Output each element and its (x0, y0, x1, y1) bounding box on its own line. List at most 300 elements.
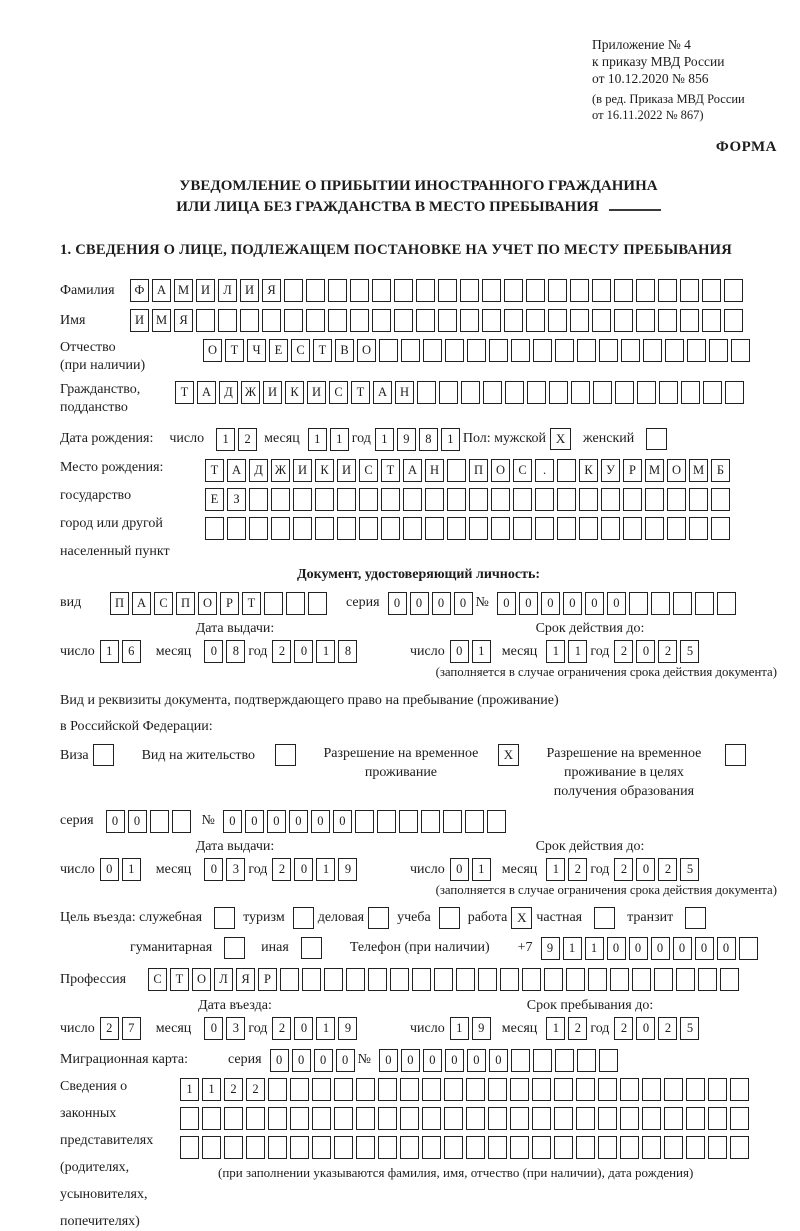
form-cell[interactable] (601, 488, 620, 511)
form-cell[interactable]: 0 (204, 640, 223, 663)
form-cell[interactable] (623, 517, 642, 540)
form-cell[interactable]: Т (242, 592, 261, 615)
form-cell[interactable]: 1 (330, 428, 349, 451)
form-cell[interactable] (346, 968, 365, 991)
form-cell[interactable] (469, 488, 488, 511)
form-cell[interactable] (315, 488, 334, 511)
form-cell[interactable] (302, 968, 321, 991)
form-cell[interactable] (717, 592, 736, 615)
form-cell[interactable] (731, 339, 750, 362)
purpose-work-checkbox[interactable]: X (511, 907, 532, 929)
form-cell[interactable] (504, 279, 523, 302)
form-cell[interactable]: И (196, 279, 215, 302)
form-cell[interactable] (511, 339, 530, 362)
form-cell[interactable]: Ж (241, 381, 260, 404)
form-cell[interactable]: С (154, 592, 173, 615)
form-cell[interactable]: Л (218, 279, 237, 302)
visa-checkbox[interactable] (93, 744, 114, 766)
form-cell[interactable]: Я (236, 968, 255, 991)
form-cell[interactable] (554, 1078, 573, 1101)
form-cell[interactable] (549, 381, 568, 404)
form-cell[interactable]: Е (205, 488, 224, 511)
form-cell[interactable] (686, 1107, 705, 1130)
form-cell[interactable]: 1 (180, 1078, 199, 1101)
form-cell[interactable] (306, 309, 325, 332)
form-cell[interactable] (623, 488, 642, 511)
form-cell[interactable] (636, 309, 655, 332)
form-cell[interactable] (381, 517, 400, 540)
form-cell[interactable] (438, 279, 457, 302)
form-cell[interactable] (390, 968, 409, 991)
form-cell[interactable]: 0 (717, 937, 736, 960)
form-cell[interactable]: 0 (636, 1017, 655, 1040)
form-cell[interactable] (487, 810, 506, 833)
form-cell[interactable] (535, 517, 554, 540)
form-cell[interactable] (555, 1049, 574, 1072)
form-cell[interactable] (522, 968, 541, 991)
form-cell[interactable] (422, 1136, 441, 1159)
form-cell[interactable] (533, 339, 552, 362)
form-cell[interactable]: О (491, 459, 510, 482)
form-cell[interactable] (488, 1136, 507, 1159)
form-cell[interactable] (686, 1078, 705, 1101)
form-cell[interactable]: 0 (204, 858, 223, 881)
form-cell[interactable]: 7 (122, 1017, 141, 1040)
form-cell[interactable]: 5 (680, 1017, 699, 1040)
form-cell[interactable] (447, 488, 466, 511)
form-cell[interactable] (620, 1107, 639, 1130)
form-cell[interactable] (460, 309, 479, 332)
form-cell[interactable] (488, 1107, 507, 1130)
form-cell[interactable]: О (192, 968, 211, 991)
form-cell[interactable]: 0 (336, 1049, 355, 1072)
form-cell[interactable] (372, 309, 391, 332)
form-cell[interactable]: Ж (271, 459, 290, 482)
purpose-business-checkbox[interactable] (368, 907, 389, 929)
form-cell[interactable] (439, 381, 458, 404)
form-cell[interactable] (290, 1136, 309, 1159)
form-cell[interactable] (240, 309, 259, 332)
form-cell[interactable] (720, 968, 739, 991)
form-cell[interactable] (500, 968, 519, 991)
form-cell[interactable]: А (373, 381, 392, 404)
form-cell[interactable]: 0 (450, 640, 469, 663)
form-cell[interactable] (593, 381, 612, 404)
form-cell[interactable] (401, 339, 420, 362)
form-cell[interactable] (557, 459, 576, 482)
form-cell[interactable]: 1 (375, 428, 394, 451)
form-cell[interactable] (588, 968, 607, 991)
form-cell[interactable] (443, 810, 462, 833)
form-cell[interactable]: 0 (401, 1049, 420, 1072)
form-cell[interactable] (695, 592, 714, 615)
form-cell[interactable] (425, 488, 444, 511)
form-cell[interactable]: 2 (614, 858, 633, 881)
form-cell[interactable] (664, 1136, 683, 1159)
form-cell[interactable] (227, 517, 246, 540)
form-cell[interactable] (526, 279, 545, 302)
form-cell[interactable] (643, 339, 662, 362)
form-cell[interactable] (570, 279, 589, 302)
purpose-tourism-checkbox[interactable] (293, 907, 314, 929)
sex-female-checkbox[interactable] (646, 428, 667, 450)
form-cell[interactable] (461, 381, 480, 404)
form-cell[interactable] (532, 1078, 551, 1101)
form-cell[interactable] (249, 488, 268, 511)
form-cell[interactable] (466, 1136, 485, 1159)
form-cell[interactable] (465, 810, 484, 833)
form-cell[interactable]: 0 (636, 640, 655, 663)
form-cell[interactable] (488, 1078, 507, 1101)
form-cell[interactable]: 0 (270, 1049, 289, 1072)
form-cell[interactable] (664, 1107, 683, 1130)
form-cell[interactable] (268, 1107, 287, 1130)
form-cell[interactable] (599, 339, 618, 362)
form-cell[interactable]: 0 (454, 592, 473, 615)
form-cell[interactable] (422, 1078, 441, 1101)
form-cell[interactable]: Т (175, 381, 194, 404)
form-cell[interactable]: Р (623, 459, 642, 482)
form-cell[interactable]: 1 (450, 1017, 469, 1040)
form-cell[interactable] (350, 309, 369, 332)
form-cell[interactable]: Т (313, 339, 332, 362)
form-cell[interactable]: 0 (128, 810, 147, 833)
form-cell[interactable]: 2 (614, 1017, 633, 1040)
form-cell[interactable]: 2 (100, 1017, 119, 1040)
form-cell[interactable] (423, 339, 442, 362)
form-cell[interactable] (466, 1107, 485, 1130)
form-cell[interactable]: П (469, 459, 488, 482)
form-cell[interactable]: Ч (247, 339, 266, 362)
form-cell[interactable]: К (579, 459, 598, 482)
purpose-study-checkbox[interactable] (439, 907, 460, 929)
form-cell[interactable] (645, 488, 664, 511)
form-cell[interactable] (730, 1078, 749, 1101)
form-cell[interactable] (445, 339, 464, 362)
form-cell[interactable] (334, 1078, 353, 1101)
form-cell[interactable] (150, 810, 169, 833)
form-cell[interactable] (689, 517, 708, 540)
form-cell[interactable]: И (130, 309, 149, 332)
form-cell[interactable] (271, 517, 290, 540)
form-cell[interactable]: М (689, 459, 708, 482)
form-cell[interactable] (673, 592, 692, 615)
form-cell[interactable]: 0 (311, 810, 330, 833)
form-cell[interactable] (576, 1078, 595, 1101)
form-cell[interactable] (246, 1107, 265, 1130)
form-cell[interactable]: 0 (294, 858, 313, 881)
form-cell[interactable] (268, 1078, 287, 1101)
form-cell[interactable] (224, 1136, 243, 1159)
form-cell[interactable]: 1 (100, 640, 119, 663)
form-cell[interactable] (730, 1107, 749, 1130)
form-cell[interactable]: 0 (333, 810, 352, 833)
form-cell[interactable] (482, 309, 501, 332)
form-cell[interactable] (334, 1136, 353, 1159)
form-cell[interactable]: 0 (563, 592, 582, 615)
form-cell[interactable] (511, 1049, 530, 1072)
form-cell[interactable] (328, 279, 347, 302)
form-cell[interactable]: И (293, 459, 312, 482)
form-cell[interactable] (724, 279, 743, 302)
form-cell[interactable] (264, 592, 283, 615)
purpose-private-checkbox[interactable] (594, 907, 615, 929)
form-cell[interactable] (491, 517, 510, 540)
form-cell[interactable] (438, 309, 457, 332)
purpose-humanitarian-checkbox[interactable] (224, 937, 245, 959)
form-cell[interactable]: Д (219, 381, 238, 404)
form-cell[interactable] (312, 1136, 331, 1159)
form-cell[interactable] (355, 810, 374, 833)
form-cell[interactable]: 2 (568, 858, 587, 881)
form-cell[interactable] (249, 517, 268, 540)
form-cell[interactable] (532, 1107, 551, 1130)
form-cell[interactable]: 0 (651, 937, 670, 960)
form-cell[interactable]: 0 (294, 640, 313, 663)
form-cell[interactable]: У (601, 459, 620, 482)
form-cell[interactable]: И (307, 381, 326, 404)
form-cell[interactable] (676, 968, 695, 991)
form-cell[interactable] (689, 488, 708, 511)
form-cell[interactable] (642, 1136, 661, 1159)
form-cell[interactable] (615, 381, 634, 404)
form-cell[interactable] (614, 279, 633, 302)
form-cell[interactable] (467, 339, 486, 362)
form-cell[interactable] (466, 1078, 485, 1101)
form-cell[interactable]: 0 (629, 937, 648, 960)
form-cell[interactable] (548, 279, 567, 302)
form-cell[interactable] (665, 339, 684, 362)
form-cell[interactable]: 0 (100, 858, 119, 881)
form-cell[interactable] (632, 968, 651, 991)
form-cell[interactable] (312, 1078, 331, 1101)
form-cell[interactable] (460, 279, 479, 302)
form-cell[interactable]: С (513, 459, 532, 482)
form-cell[interactable] (730, 1136, 749, 1159)
form-cell[interactable]: 0 (489, 1049, 508, 1072)
form-cell[interactable]: 0 (245, 810, 264, 833)
form-cell[interactable] (614, 309, 633, 332)
form-cell[interactable]: 0 (379, 1049, 398, 1072)
form-cell[interactable] (642, 1078, 661, 1101)
form-cell[interactable]: 1 (316, 858, 335, 881)
form-cell[interactable] (284, 279, 303, 302)
form-cell[interactable]: А (197, 381, 216, 404)
form-cell[interactable] (293, 488, 312, 511)
form-cell[interactable] (667, 517, 686, 540)
form-cell[interactable]: 0 (607, 592, 626, 615)
form-cell[interactable]: 0 (636, 858, 655, 881)
form-cell[interactable] (576, 1136, 595, 1159)
form-cell[interactable]: 1 (585, 937, 604, 960)
form-cell[interactable] (557, 517, 576, 540)
form-cell[interactable] (180, 1107, 199, 1130)
form-cell[interactable] (478, 968, 497, 991)
form-cell[interactable] (711, 488, 730, 511)
form-cell[interactable] (577, 339, 596, 362)
form-cell[interactable] (680, 309, 699, 332)
form-cell[interactable] (293, 517, 312, 540)
form-cell[interactable] (378, 1136, 397, 1159)
form-cell[interactable]: 1 (316, 1017, 335, 1040)
form-cell[interactable] (651, 592, 670, 615)
form-cell[interactable] (658, 279, 677, 302)
form-cell[interactable] (664, 1078, 683, 1101)
form-cell[interactable]: С (148, 968, 167, 991)
form-cell[interactable]: 1 (472, 858, 491, 881)
form-cell[interactable] (489, 339, 508, 362)
form-cell[interactable] (527, 381, 546, 404)
form-cell[interactable] (544, 968, 563, 991)
form-cell[interactable] (394, 309, 413, 332)
form-cell[interactable]: 5 (680, 640, 699, 663)
temp-residence-edu-checkbox[interactable] (725, 744, 746, 766)
form-cell[interactable] (378, 1107, 397, 1130)
form-cell[interactable]: К (315, 459, 334, 482)
form-cell[interactable]: 1 (546, 1017, 565, 1040)
form-cell[interactable]: 0 (423, 1049, 442, 1072)
form-cell[interactable] (510, 1136, 529, 1159)
form-cell[interactable] (555, 339, 574, 362)
form-cell[interactable]: 0 (289, 810, 308, 833)
form-cell[interactable] (739, 937, 758, 960)
form-cell[interactable]: 1 (216, 428, 235, 451)
form-cell[interactable] (268, 1136, 287, 1159)
form-cell[interactable] (711, 517, 730, 540)
form-cell[interactable] (510, 1078, 529, 1101)
form-cell[interactable] (592, 309, 611, 332)
form-cell[interactable]: 1 (472, 640, 491, 663)
form-cell[interactable] (579, 517, 598, 540)
form-cell[interactable]: П (176, 592, 195, 615)
form-cell[interactable] (196, 309, 215, 332)
form-cell[interactable]: 0 (450, 858, 469, 881)
form-cell[interactable] (610, 968, 629, 991)
form-cell[interactable] (642, 1107, 661, 1130)
form-cell[interactable] (372, 279, 391, 302)
form-cell[interactable]: Н (425, 459, 444, 482)
form-cell[interactable]: К (285, 381, 304, 404)
form-cell[interactable]: 0 (585, 592, 604, 615)
form-cell[interactable]: А (152, 279, 171, 302)
form-cell[interactable]: 1 (316, 640, 335, 663)
form-cell[interactable] (601, 517, 620, 540)
form-cell[interactable] (621, 339, 640, 362)
form-cell[interactable] (444, 1136, 463, 1159)
form-cell[interactable] (709, 339, 728, 362)
form-cell[interactable] (598, 1078, 617, 1101)
form-cell[interactable]: М (152, 309, 171, 332)
form-cell[interactable] (570, 309, 589, 332)
temp-residence-checkbox[interactable]: X (498, 744, 519, 766)
form-cell[interactable]: 1 (568, 640, 587, 663)
form-cell[interactable]: 2 (658, 858, 677, 881)
form-cell[interactable] (629, 592, 648, 615)
form-cell[interactable] (280, 968, 299, 991)
form-cell[interactable]: Т (205, 459, 224, 482)
form-cell[interactable]: 1 (202, 1078, 221, 1101)
form-cell[interactable] (456, 968, 475, 991)
form-cell[interactable] (290, 1107, 309, 1130)
form-cell[interactable]: А (227, 459, 246, 482)
form-cell[interactable] (400, 1136, 419, 1159)
form-cell[interactable] (262, 309, 281, 332)
form-cell[interactable]: 1 (122, 858, 141, 881)
form-cell[interactable] (379, 339, 398, 362)
form-cell[interactable]: О (667, 459, 686, 482)
form-cell[interactable]: 2 (614, 640, 633, 663)
form-cell[interactable]: Ф (130, 279, 149, 302)
form-cell[interactable]: 0 (467, 1049, 486, 1072)
form-cell[interactable] (599, 1049, 618, 1072)
form-cell[interactable]: Л (214, 968, 233, 991)
form-cell[interactable] (315, 517, 334, 540)
form-cell[interactable] (399, 810, 418, 833)
form-cell[interactable]: Р (258, 968, 277, 991)
form-cell[interactable]: О (357, 339, 376, 362)
form-cell[interactable]: 2 (238, 428, 257, 451)
form-cell[interactable]: Е (269, 339, 288, 362)
form-cell[interactable] (378, 1078, 397, 1101)
form-cell[interactable] (576, 1107, 595, 1130)
form-cell[interactable]: М (645, 459, 664, 482)
form-cell[interactable] (680, 279, 699, 302)
form-cell[interactable] (702, 309, 721, 332)
form-cell[interactable] (447, 459, 466, 482)
form-cell[interactable]: 9 (338, 858, 357, 881)
form-cell[interactable] (535, 488, 554, 511)
form-cell[interactable] (658, 309, 677, 332)
form-cell[interactable]: Б (711, 459, 730, 482)
form-cell[interactable]: 1 (546, 858, 565, 881)
form-cell[interactable]: И (263, 381, 282, 404)
form-cell[interactable] (702, 279, 721, 302)
form-cell[interactable]: 0 (292, 1049, 311, 1072)
form-cell[interactable] (598, 1136, 617, 1159)
form-cell[interactable] (548, 309, 567, 332)
form-cell[interactable] (533, 1049, 552, 1072)
form-cell[interactable]: 8 (419, 428, 438, 451)
form-cell[interactable] (422, 1107, 441, 1130)
form-cell[interactable]: . (535, 459, 554, 482)
form-cell[interactable]: И (240, 279, 259, 302)
form-cell[interactable] (286, 592, 305, 615)
form-cell[interactable] (566, 968, 585, 991)
form-cell[interactable]: О (198, 592, 217, 615)
form-cell[interactable] (703, 381, 722, 404)
form-cell[interactable]: 1 (441, 428, 460, 451)
form-cell[interactable]: А (132, 592, 151, 615)
form-cell[interactable] (328, 309, 347, 332)
form-cell[interactable] (483, 381, 502, 404)
form-cell[interactable]: Т (170, 968, 189, 991)
form-cell[interactable] (417, 381, 436, 404)
form-cell[interactable] (598, 1107, 617, 1130)
form-cell[interactable]: 0 (267, 810, 286, 833)
form-cell[interactable]: 2 (658, 1017, 677, 1040)
form-cell[interactable]: 1 (546, 640, 565, 663)
form-cell[interactable] (708, 1078, 727, 1101)
form-cell[interactable] (421, 810, 440, 833)
form-cell[interactable] (469, 517, 488, 540)
form-cell[interactable]: 1 (308, 428, 327, 451)
residence-permit-checkbox[interactable] (275, 744, 296, 766)
form-cell[interactable] (444, 1107, 463, 1130)
form-cell[interactable] (504, 309, 523, 332)
form-cell[interactable]: 2 (246, 1078, 265, 1101)
form-cell[interactable]: 5 (680, 858, 699, 881)
form-cell[interactable]: 0 (519, 592, 538, 615)
